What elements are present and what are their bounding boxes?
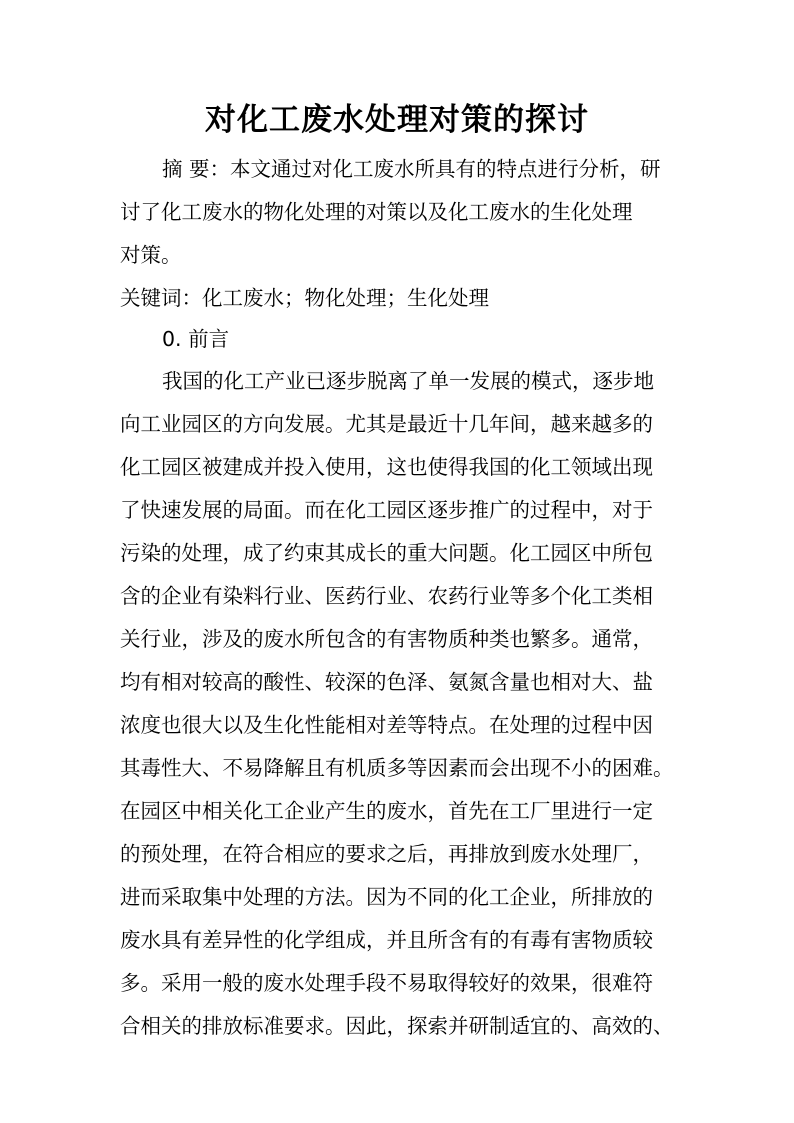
- body-line: 含的企业有染料行业、医药行业、农药行业等多个化工类相: [120, 584, 653, 608]
- body-line: 在园区中相关化工企业产生的废水，首先在工厂里进行一定: [120, 799, 653, 823]
- abstract-line: 讨了化工废水的物化处理的对策以及化工废水的生化处理: [120, 200, 633, 224]
- body-line: 关行业，涉及的废水所包含的有害物质种类也繁多。通常，: [120, 627, 653, 651]
- keywords-text: 化工废水；物化处理；生化处理: [202, 286, 489, 310]
- body-line: 进而采取集中处理的方法。因为不同的化工企业，所排放的: [120, 885, 653, 909]
- keywords-label: 关键词：: [120, 286, 202, 310]
- body-line: 污染的处理，成了约束其成长的重大问题。化工园区中所包: [120, 541, 653, 565]
- body-line: 均有相对较高的酸性、较深的色泽、氨氮含量也相对大、盐: [120, 670, 653, 694]
- abstract-line: [162, 154, 732, 184]
- keywords-line: [120, 283, 690, 313]
- page-title: 对化工废水处理对策的探讨: [205, 102, 589, 138]
- body-line: 浓度也很大以及生化性能相对差等特点。在处理的过程中因: [120, 713, 653, 737]
- abstract-text: 本文通过对化工废水所具有的特点进行分析，研: [230, 157, 661, 181]
- body-line: 其毒性大、不易降解且有机质多等因素而会出现不小的困难。: [120, 756, 674, 780]
- body-line: 化工园区被建成并投入使用，这也使得我国的化工领域出现: [120, 455, 653, 479]
- body-line: 废水具有差异性的化学组成，并且所含有的有毒有害物质较: [120, 928, 653, 952]
- body-line: 我国的化工产业已逐步脱离了单一发展的模式，逐步地: [162, 369, 654, 393]
- abstract-line: 对策。: [120, 243, 182, 267]
- body-line: 向工业园区的方向发展。尤其是最近十几年间，越来越多的: [120, 412, 653, 436]
- body-line: 的预处理，在符合相应的要求之后，再排放到废水处理厂，: [120, 842, 653, 866]
- abstract-label: 摘 要：: [162, 157, 231, 181]
- body-line: 合相关的排放标准要求。因此，探索并研制适宜的、高效的、: [120, 1014, 674, 1038]
- section-heading: 0. 前言: [162, 327, 230, 351]
- body-line: 了快速发展的局面。而在化工园区逐步推广的过程中，对于: [120, 498, 653, 522]
- body-line: 多。采用一般的废水处理手段不易取得较好的效果，很难符: [120, 971, 653, 995]
